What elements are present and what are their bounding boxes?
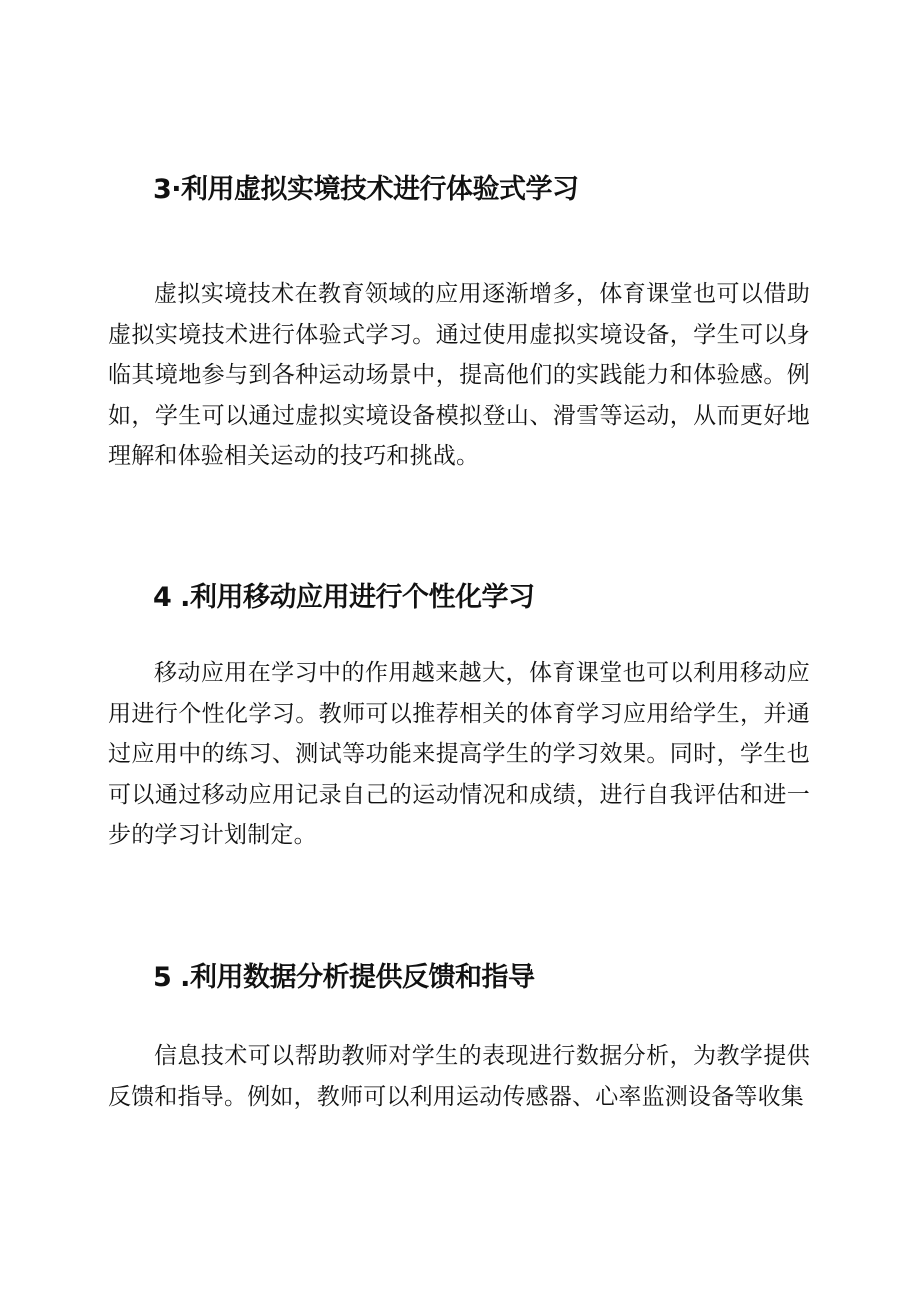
section-4-paragraph: 移动应用在学习中的作用越来越大，体育课堂也可以利用移动应用进行个性化学习。教师可以推荐相关的体育学习应用给学生，并通过应用中的练习、测试等功能来提高学生的学习效果。同时，学生也可以通过移动应用记录自己的运动情况和成绩，进行自我评估和进一步的学习计划制定。 [108,660,810,848]
section-3-heading: 3·利用虚拟实境技术进行体验式学习 [153,174,579,205]
section-3-paragraph: 虚拟实境技术在教育领域的应用逐渐增多，体育课堂也可以借助虚拟实境技术进行体验式学习。通过使用虚拟实境设备，学生可以身临其境地参与到各种运动场景中，提高他们的实践能力和体验感。例如，学生可以通过虚拟实境设备模拟登山、滑雪等运动，从而更好地理解和体验相关运动的技巧和挑战。 [108,281,810,469]
section-5-heading: 5 .利用数据分析提供反馈和指导 [153,962,535,993]
section-5-paragraph: 信息技术可以帮助教师对学生的表现进行数据分析，为教学提供反馈和指导。例如，教师可以利用运动传感器、心率监测设备等收集 [108,1043,810,1110]
section-4-heading: 4 .利用移动应用进行个性化学习 [153,582,535,613]
